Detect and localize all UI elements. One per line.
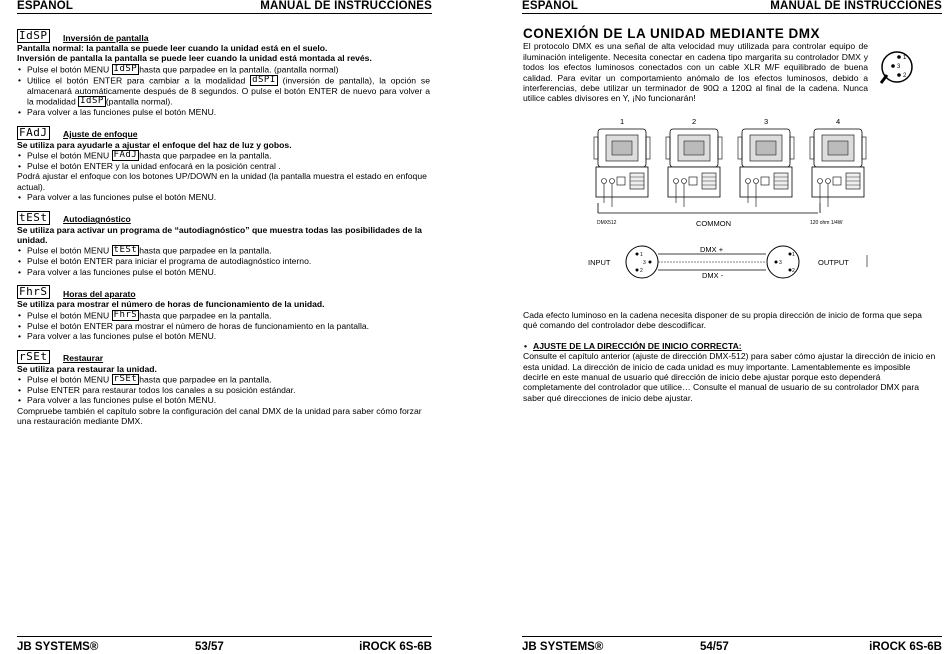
start-address-paragraph: Consulte el capítulo anterior (ajuste de dirección DMX-512) para saber cómo ajustar la dirección de inicio en esta unidad. La dirección de inicio de cada unidad es muy importante. Lamentablemente es imposible decirle en este manual de usuario qué dirección de inicio debe ajustar porque esto dependerá completamente del controlador que utilice… Consulte el manual de usuario de su controlador DMX para saber qué direcciones de inicio debe ajustar. xyxy=(523,351,936,403)
bullet-text: (inversión de pantalla), la opción se almacenará automáticamente después de 8 segundos. O pulse el botón ENTER de nuevo para volver a la modalidad xyxy=(27,75,430,107)
input-label: INPUT xyxy=(588,258,611,267)
lcd-inline-icon: rSEt xyxy=(113,373,138,384)
bullet-text: Pulse el botón MENU xyxy=(27,246,112,257)
bullet-text: hasta que parpadee en la pantalla. (pantalla normal) xyxy=(139,64,339,75)
section-note: Podrá ajustar el enfoque con los botones UP/DOWN en la unidad (la pantalla muestra el estado en enfoque actual). xyxy=(17,171,427,192)
left-footer xyxy=(17,636,432,654)
pin-2-label: 2 xyxy=(903,73,907,80)
in-pin-3: 3 xyxy=(643,260,646,266)
lcd-inline-icon: IdSP xyxy=(80,96,104,107)
fixture-number: 3 xyxy=(764,117,769,126)
terminator-label: 120 ohm 1/4W xyxy=(810,220,843,226)
section-description: Inversión de pantalla la pantalla se puede leer cuando la unidad está montada al revés. xyxy=(17,53,372,64)
section-heading xyxy=(17,283,430,299)
bullet-text: Pulse el botón MENU xyxy=(27,374,112,385)
bullet-item xyxy=(17,192,430,202)
bullet-text: Pulse el botón ENTER para mostrar el número de horas de funcionamiento en la pantalla. xyxy=(27,320,370,331)
section-note: Compruebe también el capítulo sobre la configuración del canal DMX de la unidad para saber cómo forzar una restauración mediante DMX. xyxy=(17,405,422,427)
bullet-text: Utilice el botón ENTER para cambiar a la modalidad xyxy=(27,75,251,86)
fixture-unit xyxy=(594,117,650,207)
section-title: Autodiagnóstico xyxy=(63,214,131,225)
bullet-text: Pulse el botón MENU xyxy=(27,150,112,161)
bullet-text: Pulse el botón MENU xyxy=(27,64,112,75)
section-description: Se utiliza para mostrar el número de horas de funcionamiento de la unidad. xyxy=(17,299,325,310)
fixture-number: 4 xyxy=(836,117,841,126)
header-language: ESPAÑOL xyxy=(17,0,74,12)
bullet-item xyxy=(17,321,430,331)
section-heading xyxy=(17,124,430,140)
bullet-text: Para volver a las funciones pulse el botón MENU. xyxy=(27,331,217,342)
fixture-unit xyxy=(666,117,722,207)
fixture-unit xyxy=(810,117,866,207)
fixture-unit xyxy=(738,117,794,207)
bullet-text: Pulse el botón ENTER para iniciar el programa de autodiagnóstico interno. xyxy=(27,256,312,267)
section-description: Pantalla normal: la pantalla se puede leer cuando la unidad está en el suelo. xyxy=(17,43,328,53)
xlr-connector-icon xyxy=(875,45,923,89)
bullet-list xyxy=(17,245,430,277)
section-title: Horas del aparato xyxy=(63,288,136,299)
bullet-text: Pulse el botón MENU xyxy=(27,310,112,321)
bullet-text: Pulse ENTER para restaurar todos los canales a su posición estándar. xyxy=(27,384,296,395)
lcd-inline-icon: FAdJ xyxy=(113,150,138,161)
header-language: ESPAÑOL xyxy=(522,0,579,12)
footer-brand: JB SYSTEMS® xyxy=(17,641,99,653)
header-title: MANUAL DE INSTRUCCIONES xyxy=(260,0,432,12)
pin-3-label: 3 xyxy=(897,64,901,71)
lcd-inline-icon: dSPI xyxy=(252,74,276,85)
bullet-text: (pantalla normal). xyxy=(105,96,173,107)
bullet-list xyxy=(17,310,430,342)
dmx-daisy-chain-diagram xyxy=(580,115,880,285)
bullet-text: Para volver a las funciones pulse el botón MENU. xyxy=(27,395,217,406)
in-pin-2: 2 xyxy=(640,268,643,274)
bullet-item xyxy=(17,245,430,256)
bullet-item xyxy=(17,75,430,107)
right-footer xyxy=(522,636,942,654)
bullet-item xyxy=(17,331,430,341)
lcd-display-icon: tESt xyxy=(19,210,48,224)
in-pin-1: 1 xyxy=(640,252,643,258)
pin-1-label: 1 xyxy=(903,55,907,62)
section-description: Se utiliza para activar un programa de “autodiagnóstico” que muestra todas las posibilidades de la unidad. xyxy=(17,224,422,246)
bullet-list xyxy=(17,64,430,118)
bullet-text: Para volver a las funciones pulse el botón MENU. xyxy=(27,266,217,277)
footer-model: iROCK 6S-6B xyxy=(869,641,942,653)
address-paragraph: Cada efecto luminoso en la cadena necesita disponer de su propia dirección de inicio de forma que sepa qué comando del controlador debe descodificar. xyxy=(523,310,922,331)
right-content-bottom xyxy=(523,310,936,403)
lcd-inline-icon: FhrS xyxy=(113,309,138,320)
out-pin-3: 3 xyxy=(779,260,782,266)
section-heading xyxy=(17,209,430,225)
left-header xyxy=(17,0,432,14)
bullet-list xyxy=(17,374,430,406)
section-description: Se utiliza para restaurar la unidad. xyxy=(17,363,157,374)
fixture-number: 2 xyxy=(692,117,697,126)
right-header xyxy=(522,0,942,14)
bullet-item xyxy=(17,310,430,321)
header-title: MANUAL DE INSTRUCCIONES xyxy=(770,0,942,12)
dmx-minus-label: DMX - xyxy=(702,271,724,280)
footer-model: iROCK 6S-6B xyxy=(359,641,432,653)
section-title: Inversión de pantalla xyxy=(63,32,149,43)
intro-paragraph: El protocolo DMX es una señal de alta velocidad muy utilizada para controlar equipo de iluminación inteligente. Necesita conectar en cadena tipo margarita su controlador DMX y todos los efectos luminosos conectados con un cable XLR M/F equilibrado de buena calidad. Para evitar un comportamiento anómalo de los efectos luminosos, debido a interferencias, debe utilizar un terminador de 90Ω a 120Ω al final de la cadena. Nunca utilice cables divisores en Y, ¡No funcionarán! xyxy=(523,41,868,104)
bullet-item xyxy=(17,150,430,161)
lcd-display-icon: rSEt xyxy=(19,349,48,363)
footer-page-number: 54/57 xyxy=(700,641,729,653)
bullet-text: Pulse el botón ENTER y la unidad enfocará en la posición central . xyxy=(27,161,281,172)
bullet-item xyxy=(17,385,430,395)
left-content xyxy=(17,27,430,427)
lcd-display-icon: IdSP xyxy=(19,29,48,42)
out-pin-1: 1 xyxy=(792,252,795,258)
bullet-item xyxy=(17,64,430,75)
lcd-inline-icon: tESt xyxy=(113,245,138,256)
bullet-item xyxy=(17,395,430,405)
section-heading xyxy=(17,27,430,43)
footer-page-number: 53/57 xyxy=(195,641,224,653)
bullet-text: hasta que parpadee en la pantalla. xyxy=(139,374,272,385)
fixture-number: 1 xyxy=(620,117,625,126)
out-pin-2: 2 xyxy=(792,268,795,274)
lcd-display-icon: FAdJ xyxy=(19,125,48,139)
section-title: Ajuste de enfoque xyxy=(63,129,138,140)
right-content xyxy=(523,26,936,104)
section-heading xyxy=(17,348,430,364)
bullet-list xyxy=(17,150,430,171)
bullet-item xyxy=(17,161,430,171)
section-title: Restaurar xyxy=(63,353,104,364)
bullet-text: hasta que parpadee en la pantalla. xyxy=(139,246,272,257)
subhead-list xyxy=(523,341,936,351)
bullet-text: hasta que parpadee en la pantalla. xyxy=(139,310,272,321)
start-address-subhead: • AJUSTE DE LA DIRECCIÓN DE INICIO CORRECTA: xyxy=(523,341,936,351)
dmx512-label: DMX512 xyxy=(597,220,617,226)
lcd-display-icon: FhrS xyxy=(19,285,48,299)
output-label: OUTPUT xyxy=(818,258,849,267)
bullet-item xyxy=(17,267,430,277)
dmx-plus-label: DMX + xyxy=(700,245,724,254)
section-title: CONEXIÓN DE LA UNIDAD MEDIANTE DMX xyxy=(523,26,821,41)
bullet-item xyxy=(17,256,430,266)
lcd-inline-icon: IdSP xyxy=(113,63,138,74)
bullet-item xyxy=(17,107,430,117)
bullet-list xyxy=(17,192,430,202)
bullet-text: Para volver a las funciones pulse el botón MENU. xyxy=(27,107,217,118)
section-description: Se utiliza para ayudarle a ajustar el enfoque del haz de luz y gobos. xyxy=(17,139,292,150)
bullet-text: Para volver a las funciones pulse el botón MENU. xyxy=(27,192,217,203)
bullet-item xyxy=(17,374,430,385)
bullet-text: hasta que parpadee en la pantalla. xyxy=(139,150,272,161)
footer-brand: JB SYSTEMS® xyxy=(522,641,604,653)
common-label: COMMON xyxy=(696,219,731,228)
